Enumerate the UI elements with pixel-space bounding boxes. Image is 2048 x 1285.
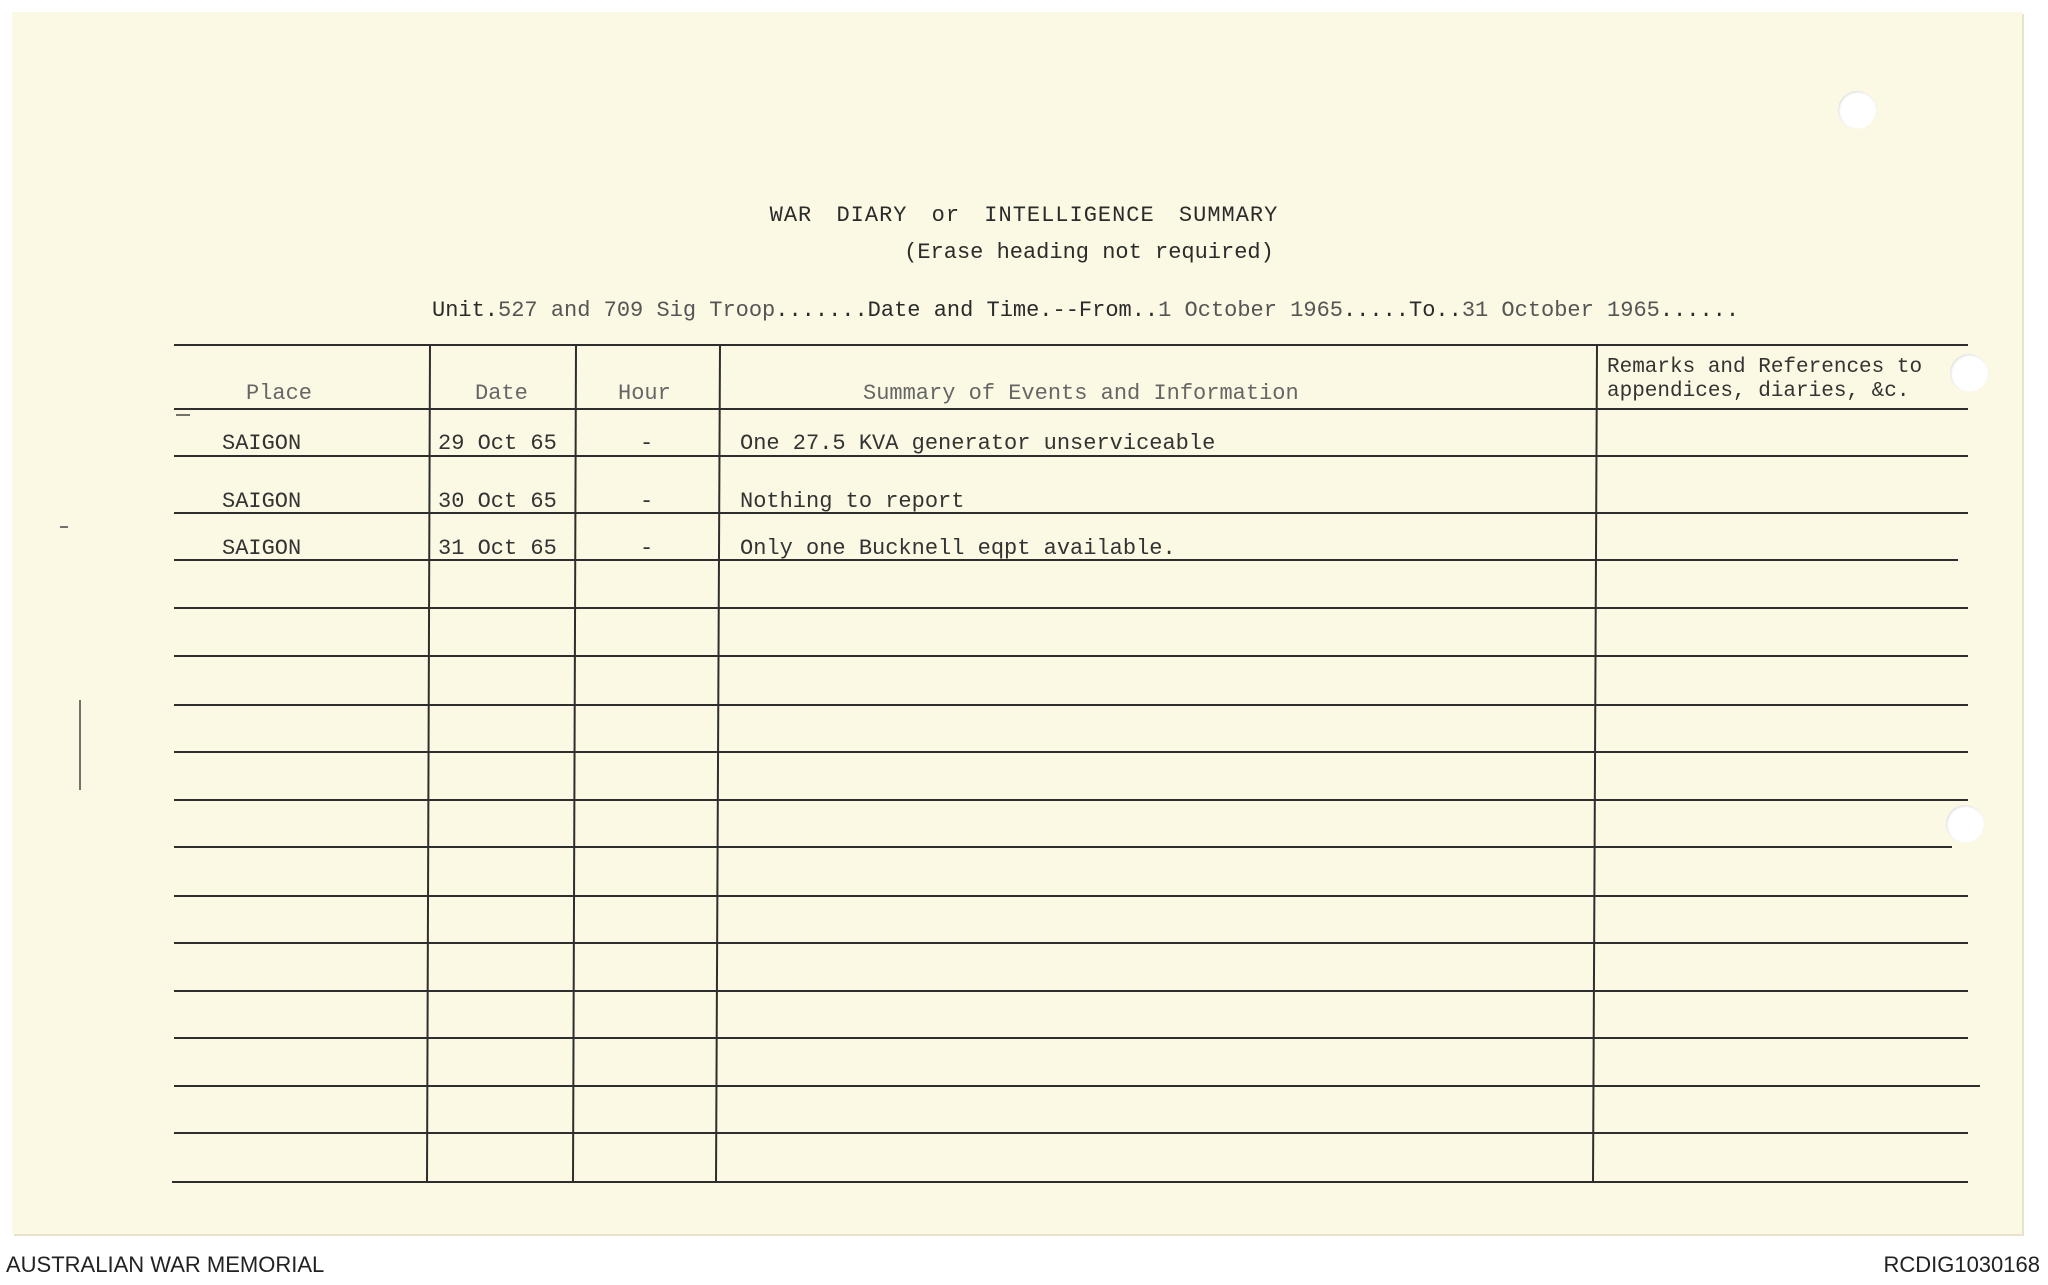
column-header-summary: Summary of Events and Information [863,381,1299,406]
column-header-date: Date [475,381,528,406]
footer-catalog-id: RCDIG1030168 [1883,1252,2040,1277]
entry-hour: - [640,489,654,514]
entry-summary: Nothing to report [740,489,965,514]
entry-hour: - [640,431,654,456]
column-header-place: Place [246,381,313,406]
entry-date: 30 Oct 65 [438,489,557,514]
unit-value: 527 and 709 Sig Troop [498,298,776,323]
to-prefix: .....To.. [1342,298,1462,323]
date-prefix: .......Date and Time.--From.. [775,298,1159,323]
document-title: WAR DIARY or INTELLIGENCE SUMMARY [769,203,1279,228]
to-value: 31 October 1965 [1461,298,1660,323]
footer-credit: AUSTRALIAN WAR MEMORIAL [6,1252,325,1277]
entry-place: SAIGON [222,536,302,561]
entry-place: SAIGON [222,489,302,514]
entry-summary: One 27.5 KVA generator unserviceable [740,431,1216,456]
column-header-remarks-line2: appendices, diaries, &c. [1607,380,1910,403]
document-subtitle: (Erase heading not required) [904,240,1274,265]
from-value: 1 October 1965 [1158,298,1343,323]
entry-date: 31 Oct 65 [438,536,557,561]
entry-date: 29 Oct 65 [438,431,557,456]
entry-place: SAIGON [222,431,302,456]
unit-prefix: Unit. [432,298,499,323]
column-header-hour: Hour [618,381,671,406]
trail-dots: ...... [1659,298,1740,323]
column-header-remarks-line1: Remarks and References to [1607,356,1923,379]
entry-hour: - [640,536,654,561]
entry-summary: Only one Bucknell eqpt available. [740,536,1176,561]
